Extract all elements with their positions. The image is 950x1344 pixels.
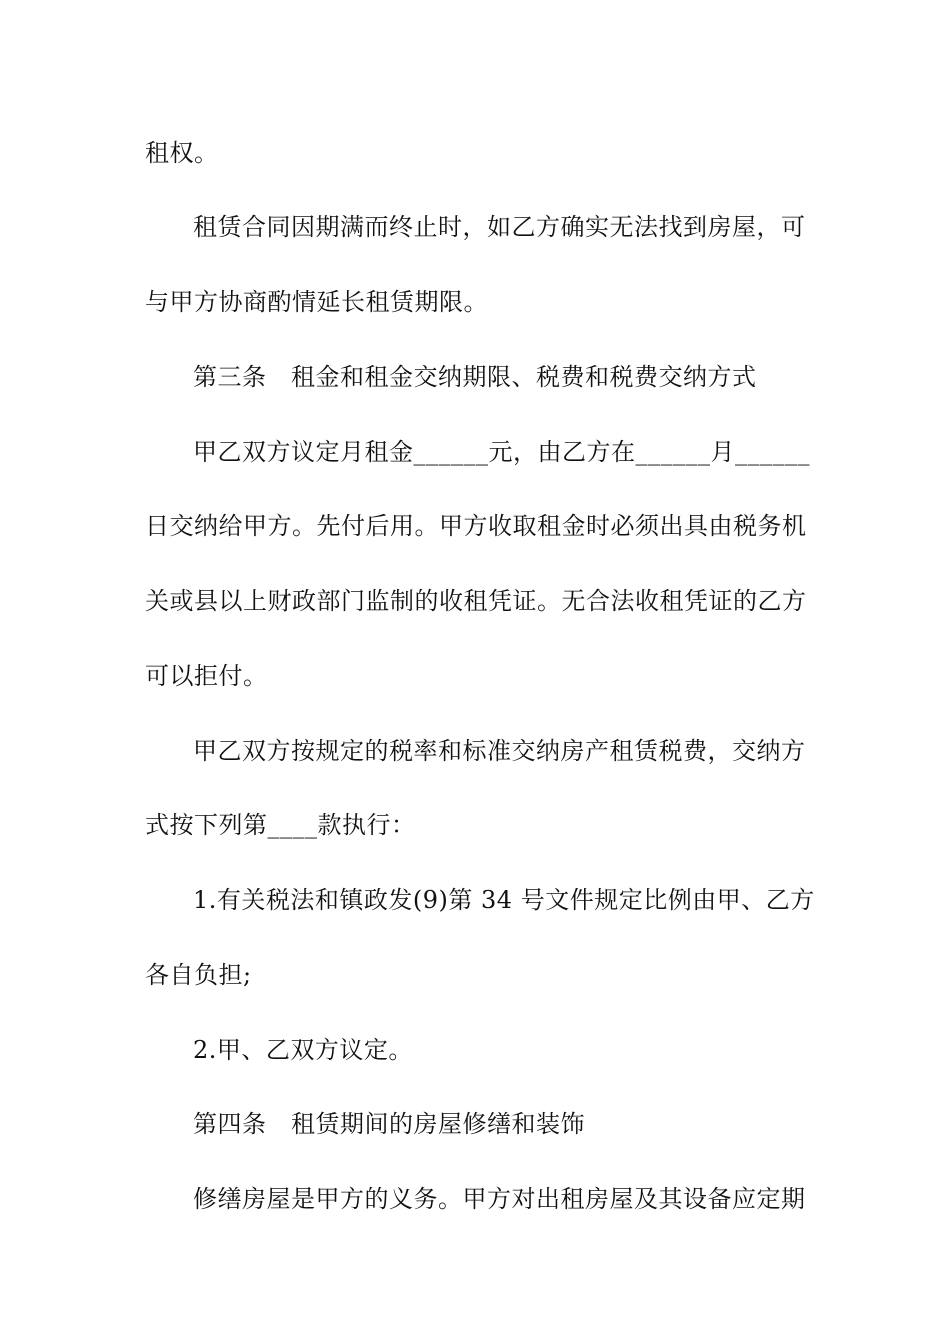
list-item-1: 1.有关税法和镇政发(9)第 34 号文件规定比例由甲、乙方 [193, 886, 815, 914]
article-heading-3: 第三条 租金和租金交纳期限、税费和税费交纳方式 [193, 363, 757, 391]
paragraph-first-line: 甲乙双方按规定的税率和标准交纳房产租赁税费，交纳方 [193, 737, 806, 765]
text-line: 与甲方协商酌情延长租赁期限。 [145, 288, 488, 316]
text-line: 租权。 [145, 139, 219, 167]
article-heading-4: 第四条 租赁期间的房屋修缮和装饰 [193, 1110, 585, 1138]
text-line: 式按下列第____款执行： [145, 811, 416, 839]
paragraph-first-line: 租赁合同因期满而终止时，如乙方确实无法找到房屋，可 [193, 213, 806, 241]
text-line: 可以拒付。 [145, 662, 268, 690]
text-line: 各自负担; [145, 961, 252, 989]
paragraph-first-line: 修缮房屋是甲方的义务。甲方对出租房屋及其设备应定期 [193, 1185, 806, 1213]
text-line: 日交纳给甲方。先付后用。甲方收取租金时必须出具由税务机 [145, 512, 807, 540]
text-line: 关或县以上财政部门监制的收租凭证。无合法收租凭证的乙方 [145, 587, 807, 615]
paragraph-first-line: 甲乙双方议定月租金______元，由乙方在______月______ [193, 438, 810, 466]
list-item-2: 2.甲、乙双方议定。 [193, 1036, 413, 1064]
